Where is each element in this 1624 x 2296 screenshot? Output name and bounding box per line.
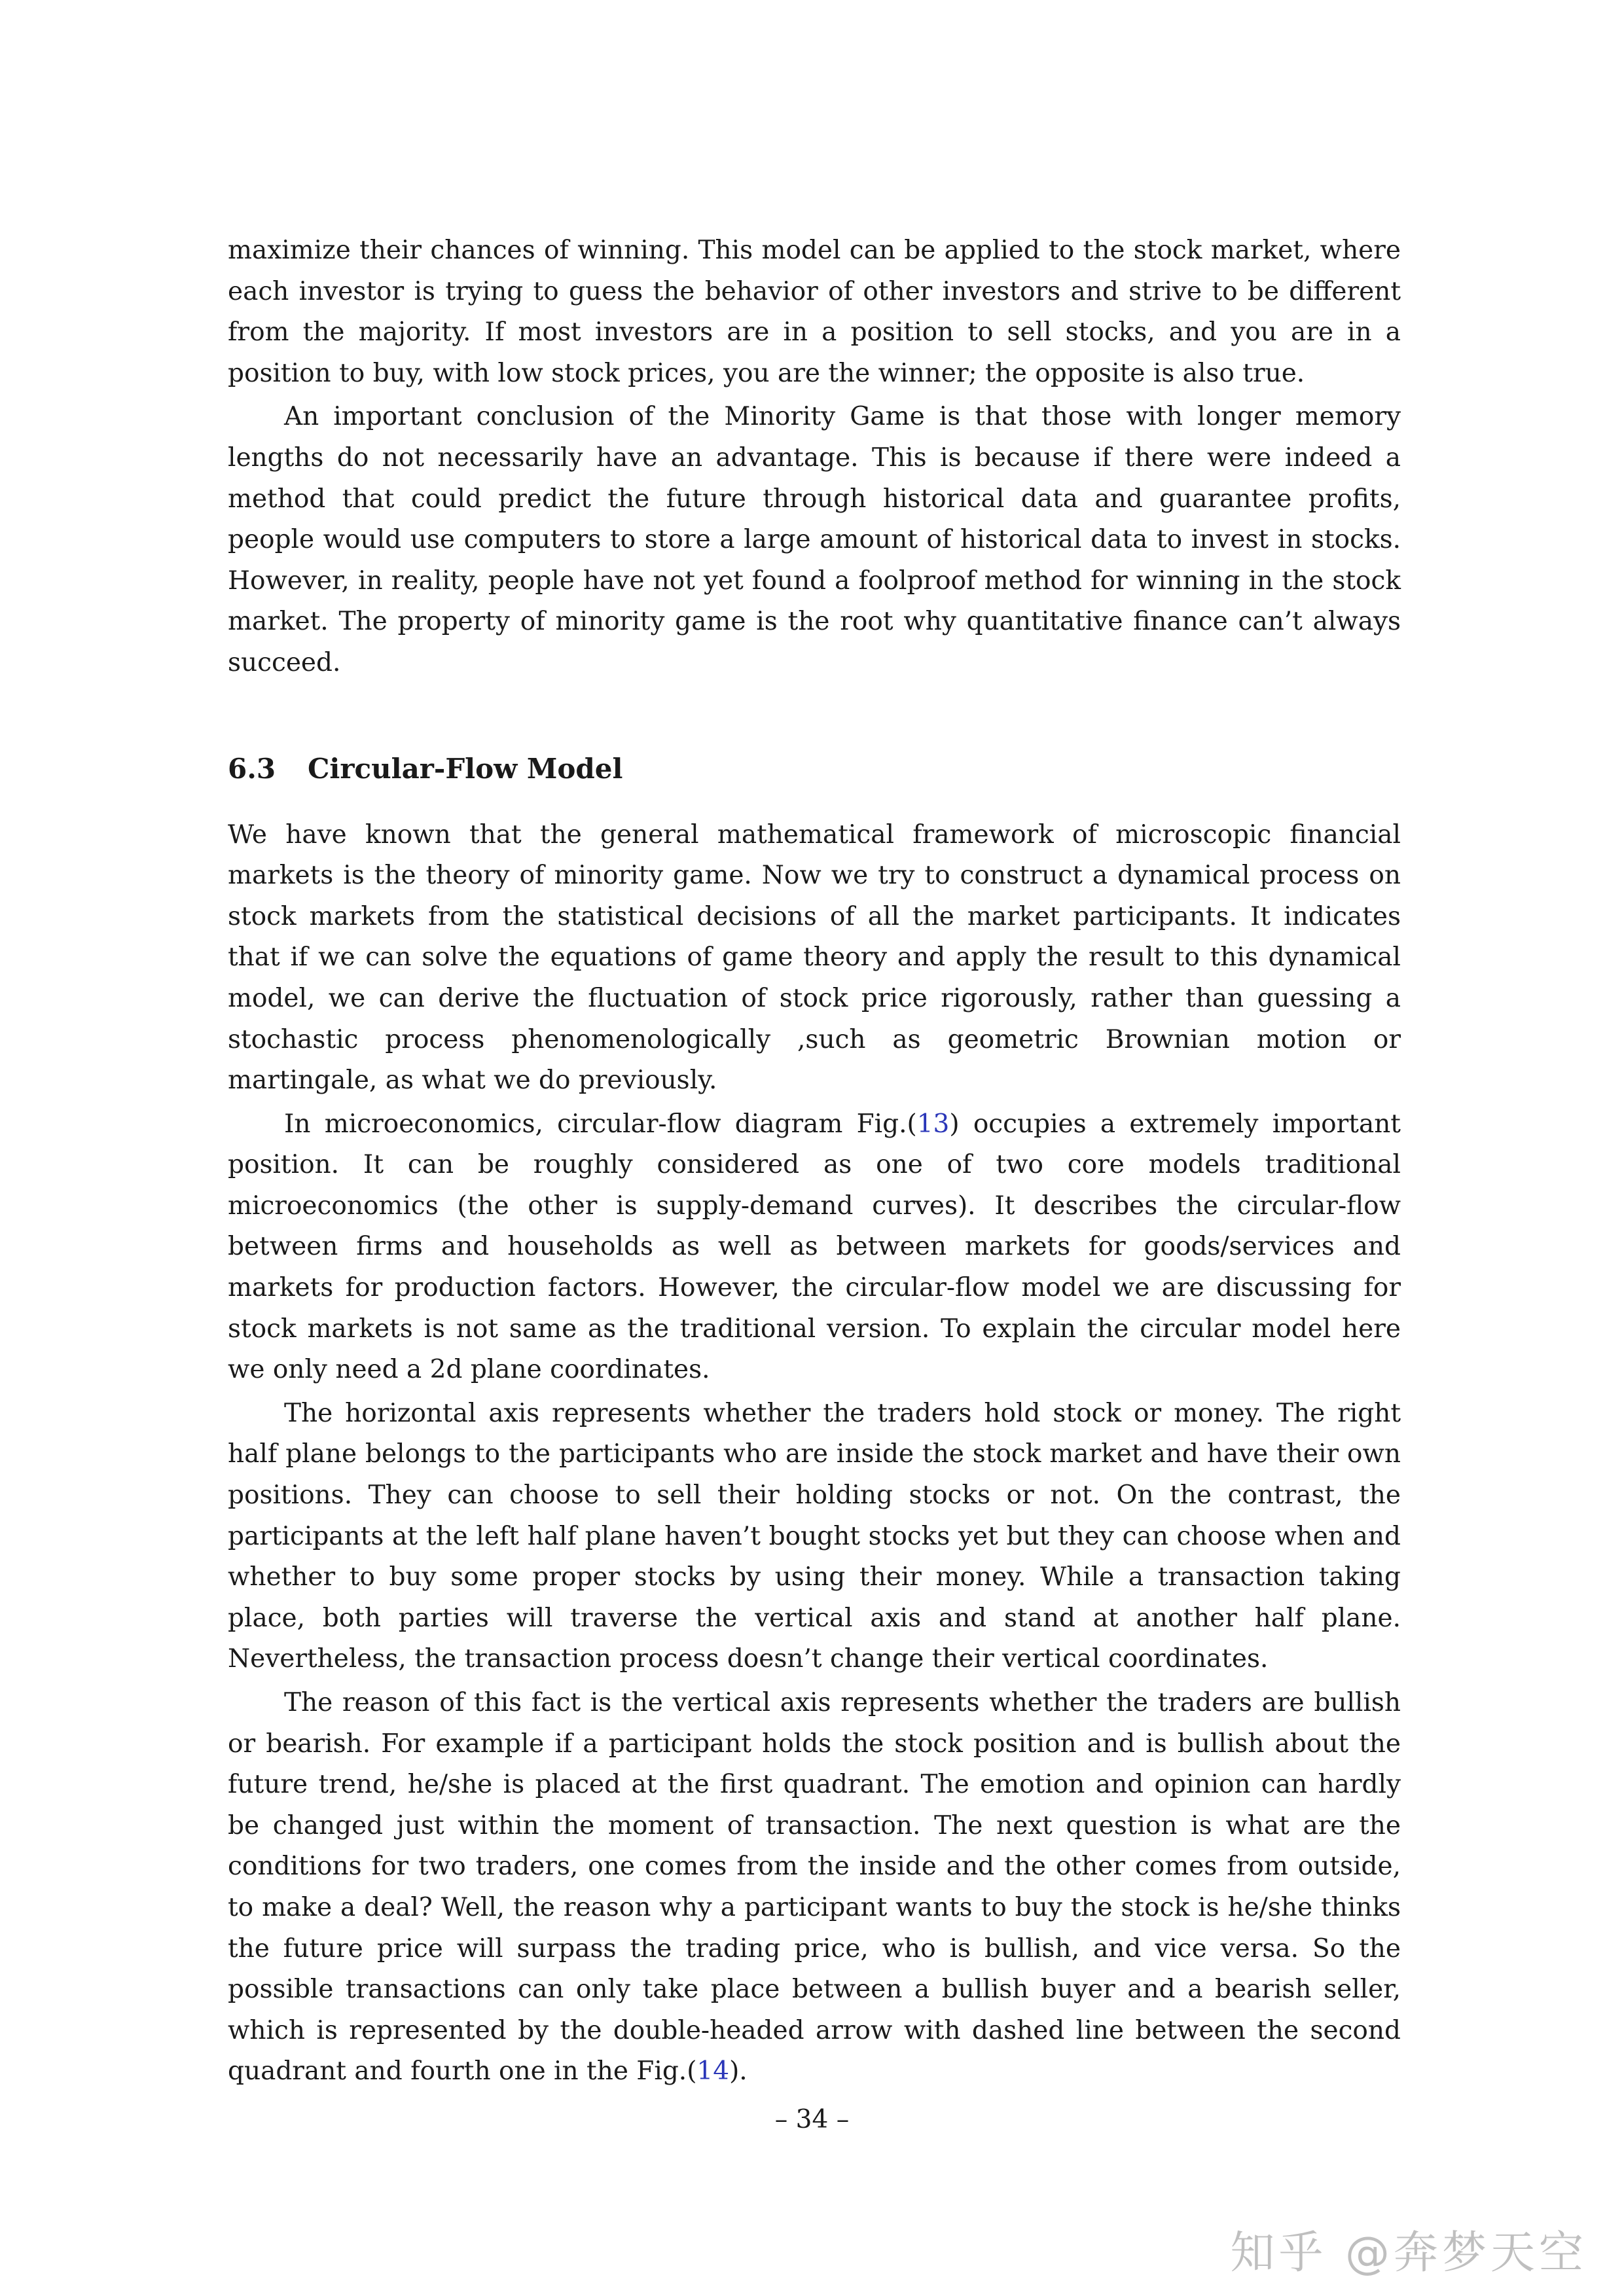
paragraph-horizontal-axis: The horizontal axis represents whether the traders hold stock or money. The right half plane belongs to the participants who are inside the stock market and have their own positions. They can choose to sell their holding stocks or not. On the contrast, the participants at the left half plane haven’t bought stocks yet but they can choose when and whether to buy some proper stocks by using their money. While a transaction taking place, both parties will traverse the vertical axis and stand at another half plane. Nevertheless, the transaction process doesn’t change their vertical coordinates. xyxy=(228,1398,1401,1674)
page-body xyxy=(228,230,1401,2092)
paragraph-minority-game-stock: maximize their chances of winning. This model can be applied to the stock market, where each investor is trying to guess the behavior of other investors and strive to be different from the majority. If most investors are in a position to sell stocks, and you are in a position to buy, with low stock prices, you are the winner; the opposite is also true. xyxy=(228,236,1401,388)
figure-reference-link[interactable]: 13 xyxy=(916,1109,950,1139)
figure-reference-link[interactable]: 14 xyxy=(696,2056,730,2087)
paragraph-vertical-axis xyxy=(228,1683,1401,2092)
paragraph-text: ). xyxy=(729,2056,748,2087)
paragraph-microeconomics xyxy=(228,1104,1401,1391)
paragraph-framework: We have known that the general mathematical framework of microscopic financial markets is the theory of minority game. Now we try to construct a dynamical process on stock markets from the statistical decisions of all the market participants. It indicates that if we can solve the equations of game theory and apply the result to this dynamical model, we can derive the fluctuation of stock price rigorously, rather than guessing a stochastic process phenomenologically ,such as geometric Brownian motion or martingale, as what we do previously. xyxy=(228,819,1401,1096)
paragraph-text: The reason of this fact is the vertical axis represents whether the traders are bullish or bearish. For example if a participant holds the stock position and is bullish about the future trend, he/she is placed at the first quadrant. The emotion and opinion can hardly be changed just within the moment of transaction. The next question is what are the conditions for two traders, one comes from the inside and the other comes from outside, to make a deal? Well, the reason why a participant wants to buy the stock is he/she thinks the future price will surpass the trading price, who is bullish, and vice versa. So the possible transactions can only take place between a bullish buyer and a bearish seller, which is represented by the double-headed arrow with dashed line between the second quadrant and fourth one in the Fig.( xyxy=(228,1688,1401,2087)
section-heading xyxy=(228,749,1401,789)
section-title: Circular-Flow Model xyxy=(308,752,623,785)
page-number: – 34 – xyxy=(774,2105,850,2134)
section-number: 6.3 xyxy=(228,752,276,785)
paragraph-text: In microeconomics, circular-flow diagram Fig.( xyxy=(284,1109,917,1139)
paragraph-text: ) occupies a extremely important position. It can be roughly considered as one of two core models traditional microeconomics (the other is supply-demand curves). It describes the circular-flow between firms and households as well as between markets for goods/services and markets for production factors. However, the circular-flow model we are discussing for stock markets is not same as the traditional version. To explain the circular model here we only need a 2d plane coordinates. xyxy=(228,1109,1401,1385)
paragraph-minority-game-conclusion: An important conclusion of the Minority Game is that those with longer memory lengths do not necessarily have an advantage. This is because if there were indeed a method that could predict the future through historical data and guarantee profits, people would use computers to store a large amount of historical data to invest in stocks. However, in reality, people have not yet found a foolproof method for winning in the stock market. The property of minority game is the root why quantitative finance can’t always succeed. xyxy=(228,402,1401,677)
watermark: 知乎 @奔梦天空 xyxy=(1230,2227,1587,2279)
